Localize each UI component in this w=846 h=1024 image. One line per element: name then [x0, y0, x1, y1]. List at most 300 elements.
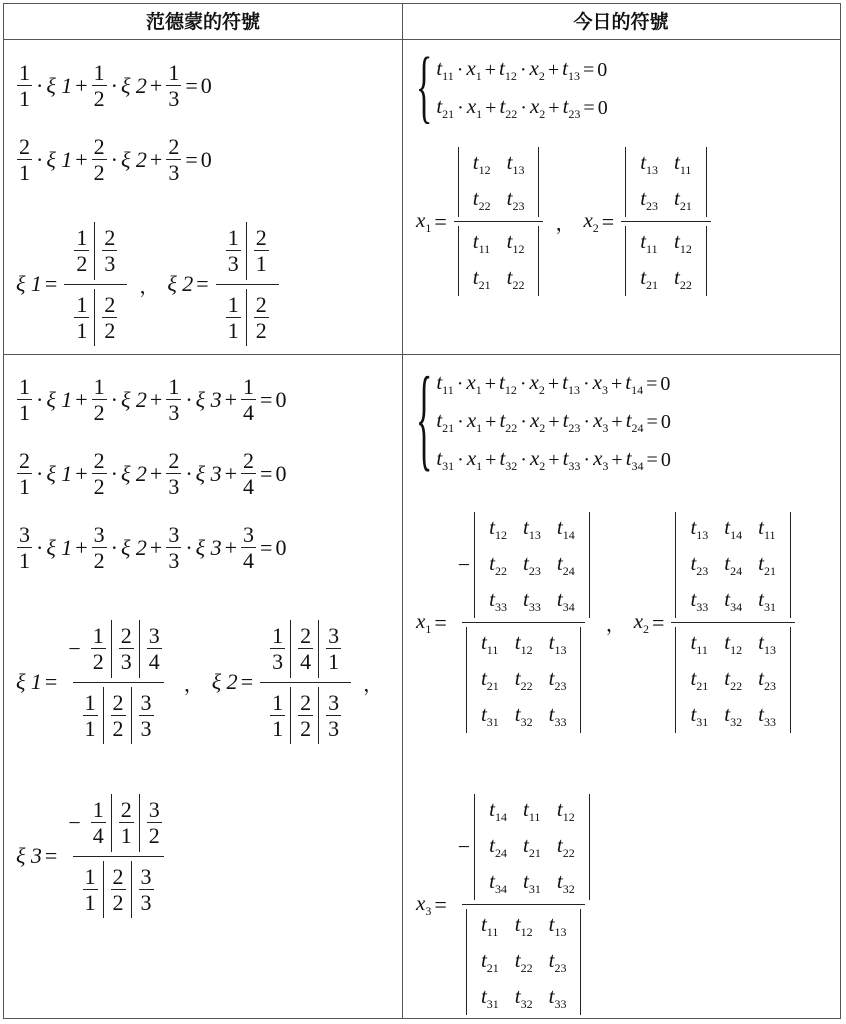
rhs-value: 0 — [660, 410, 671, 433]
determinant — [474, 512, 590, 618]
solution-lhs: ξ 1 — [16, 271, 42, 297]
x-letter: x — [593, 408, 603, 432]
determinant — [675, 512, 791, 618]
numerator: 2 — [112, 689, 124, 715]
minus-sign: − — [457, 552, 471, 577]
numerator: 2 — [19, 448, 30, 473]
denominator: 2 — [93, 548, 105, 574]
solution — [16, 620, 176, 744]
denominator: 2 — [93, 400, 105, 426]
x-subscript: 3 — [601, 383, 608, 397]
t-letter: t — [625, 370, 632, 394]
fraction — [17, 60, 32, 112]
numerator: 2 — [19, 134, 30, 159]
x-letter: x — [592, 370, 602, 394]
x-variable — [466, 370, 481, 398]
numerator — [454, 147, 544, 221]
t-letter: t — [523, 515, 529, 539]
operator-plus: + — [149, 146, 163, 172]
t-subscript: 23 — [554, 679, 567, 693]
operator-dot: · — [110, 146, 118, 172]
t-subscript: 34 — [631, 459, 644, 473]
t-variable — [499, 408, 517, 436]
x-subscript: 2 — [643, 621, 650, 636]
operator-eq: = — [196, 271, 209, 297]
t-variable — [481, 866, 515, 900]
x-variable — [530, 94, 545, 122]
t-letter: t — [514, 984, 521, 1008]
x-letter: x — [633, 608, 644, 633]
t-subscript: 24 — [495, 846, 508, 860]
t-variable — [499, 147, 533, 181]
t-subscript: 11 — [646, 242, 658, 256]
numerator — [260, 620, 351, 682]
t-subscript: 22 — [478, 199, 491, 213]
t-subscript: 13 — [646, 163, 659, 177]
numerator: 1 — [272, 623, 284, 648]
t-subscript: 11 — [442, 383, 454, 397]
rhs-value: 0 — [597, 96, 608, 119]
fraction — [92, 448, 107, 500]
t-letter: t — [724, 551, 731, 575]
operator-plus: + — [548, 410, 560, 433]
denominator: 3 — [272, 649, 284, 675]
operator-eq: = — [434, 891, 447, 917]
denominator — [260, 682, 351, 745]
t-variable — [481, 584, 515, 618]
t-letter: t — [562, 94, 569, 118]
modern-system-3x3 — [416, 357, 671, 484]
t-variable — [549, 548, 583, 582]
t-letter: t — [480, 630, 487, 654]
operator-dot: · — [457, 96, 464, 119]
operator-dot: · — [456, 372, 464, 395]
operator-eq: = — [601, 208, 615, 234]
t-variable — [436, 446, 454, 474]
denominator — [462, 622, 586, 733]
numerator: 1 — [19, 60, 30, 85]
rhs-value: 0 — [275, 534, 287, 560]
cramer-fraction — [671, 512, 795, 733]
t-subscript: 13 — [567, 383, 580, 397]
t-variable — [436, 408, 454, 436]
numerator: 1 — [76, 291, 88, 317]
numerator: 3 — [148, 797, 160, 822]
operator-plus: + — [485, 410, 497, 433]
t-subscript: 21 — [442, 421, 455, 435]
t-subscript: 23 — [646, 199, 659, 213]
numerator — [64, 620, 171, 682]
numerator: 1 — [84, 863, 96, 889]
fraction — [142, 620, 167, 678]
column-fraction-array — [68, 289, 123, 347]
t-subscript: 23 — [696, 564, 709, 578]
minus-sign: − — [68, 809, 81, 835]
t-subscript: 13 — [554, 925, 567, 939]
t-variable — [716, 584, 750, 618]
determinant — [675, 627, 791, 733]
fraction — [92, 374, 107, 426]
denominator: 3 — [168, 86, 180, 112]
operator-dot: · — [520, 96, 527, 119]
x-letter: x — [466, 94, 477, 118]
t-variable — [632, 226, 666, 260]
t-subscript: 12 — [504, 69, 517, 83]
operator-plus: + — [484, 58, 497, 81]
fraction — [106, 861, 132, 919]
t-letter: t — [548, 666, 555, 690]
t-variable — [541, 909, 575, 943]
determinant — [458, 147, 540, 217]
row-divider — [4, 354, 840, 355]
denominator: 1 — [255, 251, 267, 277]
t-letter: t — [556, 515, 563, 539]
fraction — [17, 522, 32, 574]
numerator — [454, 512, 594, 622]
operator-eq: = — [652, 609, 665, 635]
operator-eq: = — [583, 96, 595, 119]
separator-comma: ， — [605, 614, 626, 636]
t-subscript: 14 — [631, 383, 644, 397]
fraction — [134, 687, 159, 745]
denominator: 1 — [120, 823, 132, 849]
x-letter: x — [466, 370, 476, 394]
t-letter: t — [523, 869, 529, 893]
determinant — [625, 226, 707, 296]
t-subscript: 31 — [696, 715, 709, 729]
t-variable — [507, 663, 541, 697]
t-variable — [473, 699, 507, 733]
unknown-xi: ξ 1 — [46, 534, 73, 560]
solution — [167, 222, 282, 346]
x-letter: x — [416, 207, 426, 232]
denominator: 1 — [227, 317, 239, 343]
operator-eq: = — [44, 271, 58, 297]
x-letter: x — [466, 56, 476, 80]
solution — [416, 147, 547, 296]
t-variable — [507, 981, 541, 1015]
t-subscript: 21 — [696, 679, 709, 693]
denominator: 3 — [140, 715, 152, 741]
t-subscript: 22 — [505, 421, 518, 435]
operator-dot: · — [36, 460, 44, 486]
t-subscript: 22 — [512, 278, 525, 292]
numerator — [671, 512, 795, 622]
numerator: 3 — [93, 522, 105, 547]
t-letter: t — [724, 587, 731, 611]
t-letter: t — [758, 515, 764, 539]
denominator: 2 — [104, 317, 116, 343]
t-variable — [499, 94, 517, 122]
t-subscript: 21 — [486, 679, 499, 693]
t-subscript: 33 — [554, 997, 567, 1011]
t-variable — [436, 94, 454, 122]
left-brace-icon: { — [416, 43, 433, 133]
t-variable — [716, 548, 750, 582]
t-letter: t — [724, 630, 731, 654]
t-letter: t — [514, 702, 521, 726]
t-variable — [682, 627, 716, 661]
denominator: 1 — [19, 548, 30, 574]
t-letter: t — [674, 265, 680, 289]
t-subscript: 31 — [763, 600, 776, 614]
t-subscript: 34 — [562, 600, 575, 614]
cramer-fraction — [64, 222, 127, 346]
x-subscript: 1 — [476, 459, 483, 473]
t-letter: t — [436, 94, 443, 118]
operator-dot: · — [582, 372, 590, 395]
rhs-value: 0 — [660, 372, 671, 395]
numerator: 2 — [168, 134, 180, 159]
fraction — [86, 620, 112, 678]
t-letter: t — [436, 370, 443, 394]
determinant — [466, 909, 582, 1015]
t-variable — [481, 794, 515, 828]
x-subscript: 3 — [602, 459, 609, 473]
t-subscript: 31 — [528, 882, 541, 896]
operator-plus: + — [547, 372, 560, 395]
x-subscript: 2 — [539, 459, 546, 473]
t-letter: t — [480, 702, 487, 726]
denominator: 3 — [168, 548, 180, 574]
denominator: 3 — [168, 400, 180, 426]
t-letter: t — [758, 702, 764, 726]
t-letter: t — [514, 666, 521, 690]
t-subscript: 14 — [495, 810, 508, 824]
modern-solution-3 — [416, 794, 598, 1015]
numerator — [216, 222, 279, 284]
column-fraction-array — [264, 687, 347, 745]
operator-dot: · — [457, 410, 464, 433]
t-subscript: 11 — [478, 242, 491, 256]
unknown-xi: ξ 1 — [46, 146, 73, 172]
x-subscript: 2 — [539, 421, 546, 435]
operator-eq: = — [260, 460, 273, 486]
x-variable — [634, 609, 649, 637]
operator-eq: = — [582, 58, 595, 81]
t-subscript: 22 — [730, 679, 743, 693]
solution-lhs: ξ 2 — [211, 669, 238, 695]
t-letter: t — [499, 56, 505, 80]
numerator: 2 — [120, 797, 132, 822]
cramer-fraction — [216, 222, 279, 346]
fraction — [221, 222, 247, 280]
fraction — [241, 448, 256, 500]
operator-dot: · — [36, 386, 44, 412]
operator-eq: = — [240, 669, 254, 695]
modern-system-2x2 — [416, 43, 608, 133]
t-variable — [563, 408, 581, 436]
t-variable — [465, 226, 499, 260]
t-letter: t — [690, 630, 697, 654]
t-subscript: 22 — [520, 679, 533, 693]
denominator: 4 — [243, 400, 255, 426]
t-subscript: 31 — [486, 715, 499, 729]
t-variable — [541, 627, 575, 661]
unknown-xi: ξ 2 — [121, 460, 147, 486]
solution — [416, 794, 598, 1015]
denominator: 4 — [148, 649, 160, 675]
t-subscript: 21 — [486, 961, 499, 975]
numerator: 2 — [120, 623, 132, 648]
denominator: 3 — [168, 474, 180, 500]
t-letter: t — [514, 912, 521, 936]
t-subscript: 23 — [528, 564, 541, 578]
t-variable — [541, 663, 575, 697]
fraction — [241, 522, 256, 574]
denominator: 3 — [168, 160, 180, 186]
t-subscript: 12 — [679, 242, 692, 256]
x-variable — [593, 408, 608, 436]
fraction — [166, 522, 181, 574]
operator-dot: · — [110, 460, 118, 486]
fraction — [321, 620, 346, 678]
x-subscript: 1 — [425, 220, 432, 235]
denominator: 2 — [255, 317, 267, 343]
fraction — [249, 289, 274, 347]
t-letter: t — [556, 797, 563, 821]
column-fraction-array — [68, 222, 123, 280]
fraction — [166, 374, 181, 426]
numerator: 3 — [328, 689, 340, 715]
unknown-xi: ξ 2 — [121, 146, 147, 172]
t-letter: t — [548, 984, 555, 1008]
fraction — [92, 60, 107, 112]
denominator: 2 — [300, 715, 312, 741]
denominator: 1 — [19, 86, 30, 112]
x-variable — [593, 370, 608, 398]
denominator: 4 — [243, 474, 255, 500]
t-subscript: 13 — [763, 643, 776, 657]
denominator: 4 — [300, 649, 312, 675]
t-variable — [562, 56, 580, 84]
t-letter: t — [548, 912, 555, 936]
operator-dot: · — [185, 386, 193, 412]
determinant — [466, 627, 582, 733]
t-subscript: 11 — [486, 925, 499, 939]
t-letter: t — [506, 265, 513, 289]
operator-eq: = — [434, 609, 447, 635]
t-variable — [562, 370, 580, 398]
t-subscript: 14 — [562, 528, 575, 542]
system-equation — [436, 408, 671, 436]
x-subscript: 2 — [592, 220, 599, 235]
fraction — [78, 687, 104, 745]
t-subscript: 21 — [763, 564, 776, 578]
vandermonde-solutions-1-2 — [16, 620, 391, 744]
t-variable — [750, 663, 784, 697]
numerator: 1 — [168, 374, 180, 399]
t-letter: t — [436, 408, 443, 432]
operator-dot: · — [583, 410, 591, 433]
operator-plus: + — [224, 460, 238, 486]
t-letter: t — [499, 408, 506, 432]
denominator: 1 — [84, 715, 96, 741]
operator-plus: + — [548, 448, 560, 471]
denominator: 3 — [227, 251, 239, 277]
t-subscript: 24 — [631, 421, 644, 435]
t-letter: t — [758, 587, 764, 611]
t-variable — [682, 548, 716, 582]
x-variable — [466, 56, 481, 84]
numerator — [64, 794, 171, 856]
numerator: 2 — [300, 623, 312, 648]
numerator: 2 — [104, 291, 116, 317]
denominator: 1 — [19, 400, 30, 426]
numerator: 3 — [19, 522, 30, 547]
x-variable — [530, 446, 545, 474]
solution-lhs: ξ 1 — [16, 669, 42, 695]
t-subscript: 24 — [562, 564, 575, 578]
t-subscript: 11 — [696, 643, 708, 657]
numerator: 1 — [272, 689, 284, 715]
t-variable — [507, 945, 541, 979]
t-subscript: 13 — [528, 528, 541, 542]
operator-dot: · — [185, 534, 193, 560]
fraction — [97, 222, 122, 280]
numerator: 3 — [168, 522, 180, 547]
t-variable — [626, 446, 644, 474]
unknown-xi: ξ 3 — [195, 386, 222, 412]
fraction — [293, 687, 319, 745]
t-variable — [515, 794, 549, 828]
numerator — [454, 794, 594, 904]
vandermonde-solutions — [16, 222, 283, 346]
t-variable — [682, 512, 716, 546]
t-subscript: 21 — [679, 199, 692, 213]
t-variable — [549, 830, 583, 864]
denominator — [462, 904, 586, 1015]
t-variable — [436, 56, 453, 84]
x-letter: x — [593, 446, 603, 470]
t-letter: t — [556, 587, 563, 611]
t-letter: t — [674, 186, 680, 210]
t-variable — [632, 262, 666, 296]
t-variable — [499, 226, 533, 260]
t-variable — [632, 147, 666, 181]
t-letter: t — [690, 702, 697, 726]
numerator: 2 — [93, 134, 105, 159]
equation-system — [416, 357, 671, 484]
t-subscript: 13 — [567, 69, 580, 83]
t-subscript: 23 — [568, 421, 581, 435]
fraction — [86, 794, 112, 852]
operator-dot: · — [36, 146, 44, 172]
t-letter: t — [758, 630, 764, 654]
t-letter: t — [690, 515, 697, 539]
rhs-value: 0 — [597, 58, 608, 81]
operator-dot: · — [36, 72, 44, 98]
header-modern-notation: 今日的符號 — [402, 4, 840, 40]
t-variable — [473, 663, 507, 697]
t-subscript: 32 — [562, 882, 575, 896]
t-variable — [750, 584, 784, 618]
x-subscript: 3 — [425, 903, 432, 918]
unknown-xi: ξ 1 — [46, 386, 73, 412]
modern-solutions — [416, 147, 715, 296]
operator-plus: + — [224, 386, 238, 412]
t-letter: t — [489, 869, 496, 893]
numerator: 2 — [243, 448, 255, 473]
x-subscript: 1 — [475, 69, 482, 83]
numerator: 2 — [104, 225, 116, 250]
operator-plus: + — [75, 146, 88, 172]
solution-lhs: ξ 2 — [167, 271, 194, 297]
t-variable — [499, 446, 517, 474]
t-variable — [750, 699, 784, 733]
t-letter: t — [640, 186, 647, 210]
operator-dot: · — [583, 448, 591, 471]
